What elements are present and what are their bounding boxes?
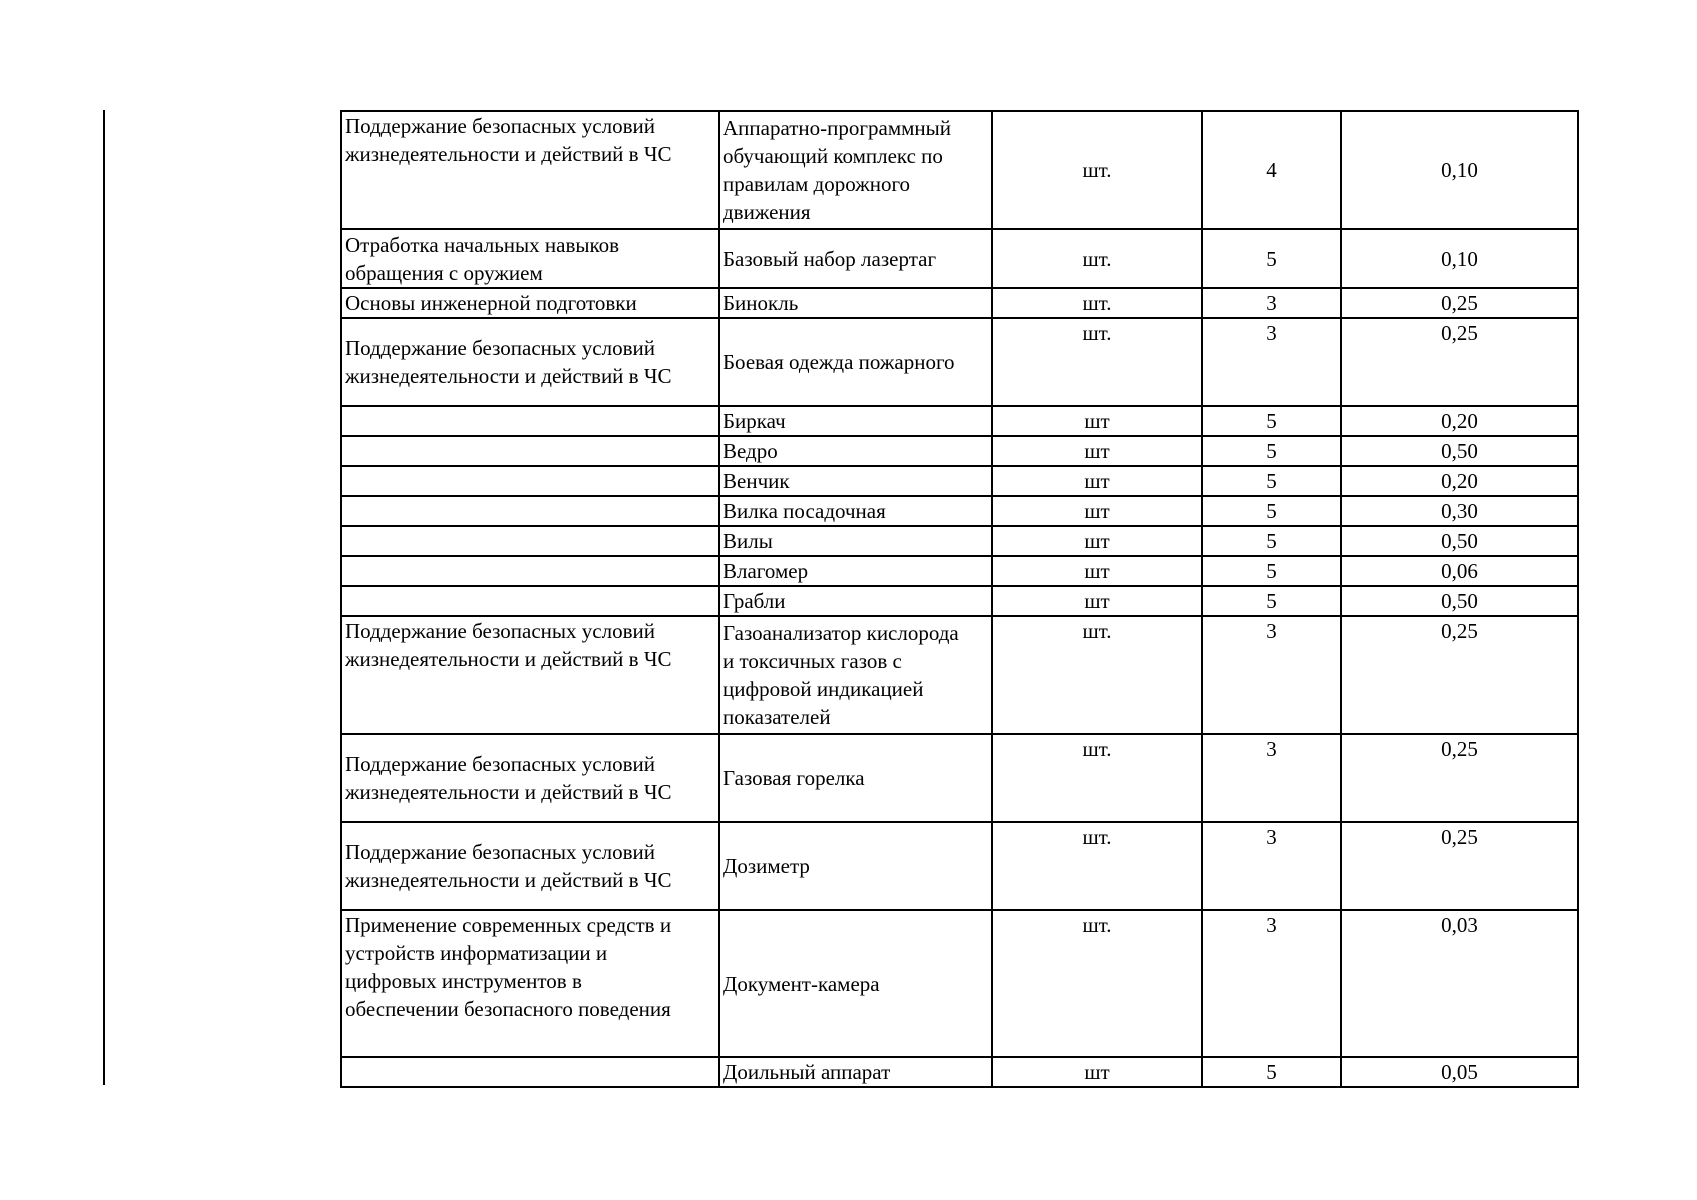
norm-cell: 0,50 <box>1341 436 1578 466</box>
item-name-cell: Влагомер <box>719 556 992 586</box>
table-row <box>341 734 1578 822</box>
left-margin-line <box>103 110 105 1085</box>
area-cell: Отработка начальных навыков обращения с оружием <box>341 229 719 288</box>
quantity-cell: 3 <box>1202 822 1341 910</box>
item-name-cell: Аппаратно-программный обучающий комплекс по правилам дорожного движения <box>719 111 992 229</box>
area-cell: Поддержание безопасных условий жизнедеятельности и действий в ЧС <box>341 111 719 229</box>
norm-cell: 0,20 <box>1341 406 1578 436</box>
table-row <box>341 496 1578 526</box>
quantity-cell: 3 <box>1202 318 1341 406</box>
item-name-cell: Газоанализатор кислорода и токсичных газов с цифровой индикацией показателей <box>719 616 992 734</box>
unit-cell: шт. <box>992 734 1202 822</box>
area-cell: Поддержание безопасных условий жизнедеятельности и действий в ЧС <box>341 616 719 734</box>
item-name-cell: Ведро <box>719 436 992 466</box>
item-name-cell: Дозиметр <box>719 822 992 910</box>
item-name-cell: Газовая горелка <box>719 734 992 822</box>
item-name-cell: Биркач <box>719 406 992 436</box>
quantity-cell: 5 <box>1202 1057 1341 1087</box>
quantity-cell: 3 <box>1202 616 1341 734</box>
norm-cell: 0,25 <box>1341 616 1578 734</box>
table-row <box>341 1057 1578 1087</box>
item-name-cell: Доильный аппарат <box>719 1057 992 1087</box>
area-cell <box>341 466 719 496</box>
quantity-cell: 4 <box>1202 111 1341 229</box>
table-row <box>341 616 1578 734</box>
table-row <box>341 556 1578 586</box>
area-cell <box>341 586 719 616</box>
unit-cell: шт <box>992 436 1202 466</box>
table-row <box>341 822 1578 910</box>
area-cell <box>341 436 719 466</box>
equipment-table <box>340 110 1579 1088</box>
item-name-cell: Вилка посадочная <box>719 496 992 526</box>
table-row <box>341 436 1578 466</box>
unit-cell: шт <box>992 406 1202 436</box>
area-cell: Поддержание безопасных условий жизнедеятельности и действий в ЧС <box>341 318 719 406</box>
norm-cell: 0,10 <box>1341 111 1578 229</box>
unit-cell: шт. <box>992 822 1202 910</box>
table-row <box>341 466 1578 496</box>
item-name-cell: Венчик <box>719 466 992 496</box>
item-name-cell: Документ-камера <box>719 910 992 1057</box>
quantity-cell: 5 <box>1202 526 1341 556</box>
item-name-cell: Базовый набор лазертаг <box>719 229 992 288</box>
area-cell <box>341 496 719 526</box>
norm-cell: 0,50 <box>1341 526 1578 556</box>
norm-cell: 0,25 <box>1341 318 1578 406</box>
norm-cell: 0,06 <box>1341 556 1578 586</box>
quantity-cell: 3 <box>1202 910 1341 1057</box>
unit-cell: шт. <box>992 910 1202 1057</box>
norm-cell: 0,30 <box>1341 496 1578 526</box>
norm-cell: 0,25 <box>1341 734 1578 822</box>
unit-cell: шт <box>992 466 1202 496</box>
area-cell <box>341 406 719 436</box>
unit-cell: шт <box>992 556 1202 586</box>
unit-cell: шт <box>992 586 1202 616</box>
area-cell <box>341 526 719 556</box>
item-name-cell: Боевая одежда пожарного <box>719 318 992 406</box>
quantity-cell: 5 <box>1202 229 1341 288</box>
unit-cell: шт. <box>992 229 1202 288</box>
unit-cell: шт. <box>992 111 1202 229</box>
quantity-cell: 5 <box>1202 406 1341 436</box>
unit-cell: шт. <box>992 288 1202 318</box>
unit-cell: шт. <box>992 318 1202 406</box>
table-row <box>341 910 1578 1057</box>
norm-cell: 0,10 <box>1341 229 1578 288</box>
area-cell <box>341 1057 719 1087</box>
table-row <box>341 111 1578 229</box>
quantity-cell: 5 <box>1202 436 1341 466</box>
table-row <box>341 288 1578 318</box>
norm-cell: 0,50 <box>1341 586 1578 616</box>
unit-cell: шт <box>992 526 1202 556</box>
item-name-cell: Грабли <box>719 586 992 616</box>
table-row <box>341 586 1578 616</box>
table-row <box>341 406 1578 436</box>
item-name-cell: Вилы <box>719 526 992 556</box>
unit-cell: шт <box>992 1057 1202 1087</box>
item-name-cell: Бинокль <box>719 288 992 318</box>
quantity-cell: 5 <box>1202 586 1341 616</box>
table-row <box>341 318 1578 406</box>
norm-cell: 0,03 <box>1341 910 1578 1057</box>
area-cell: Поддержание безопасных условий жизнедеятельности и действий в ЧС <box>341 734 719 822</box>
norm-cell: 0,20 <box>1341 466 1578 496</box>
unit-cell: шт <box>992 496 1202 526</box>
area-cell: Основы инженерной подготовки <box>341 288 719 318</box>
unit-cell: шт. <box>992 616 1202 734</box>
quantity-cell: 3 <box>1202 734 1341 822</box>
norm-cell: 0,25 <box>1341 288 1578 318</box>
area-cell: Применение современных средств и устройств информатизации и цифровых инструментов в обеспечении безопасного поведения <box>341 910 719 1057</box>
table-row <box>341 229 1578 288</box>
quantity-cell: 5 <box>1202 556 1341 586</box>
norm-cell: 0,25 <box>1341 822 1578 910</box>
area-cell: Поддержание безопасных условий жизнедеятельности и действий в ЧС <box>341 822 719 910</box>
quantity-cell: 5 <box>1202 466 1341 496</box>
table-row <box>341 526 1578 556</box>
quantity-cell: 5 <box>1202 496 1341 526</box>
quantity-cell: 3 <box>1202 288 1341 318</box>
norm-cell: 0,05 <box>1341 1057 1578 1087</box>
area-cell <box>341 556 719 586</box>
